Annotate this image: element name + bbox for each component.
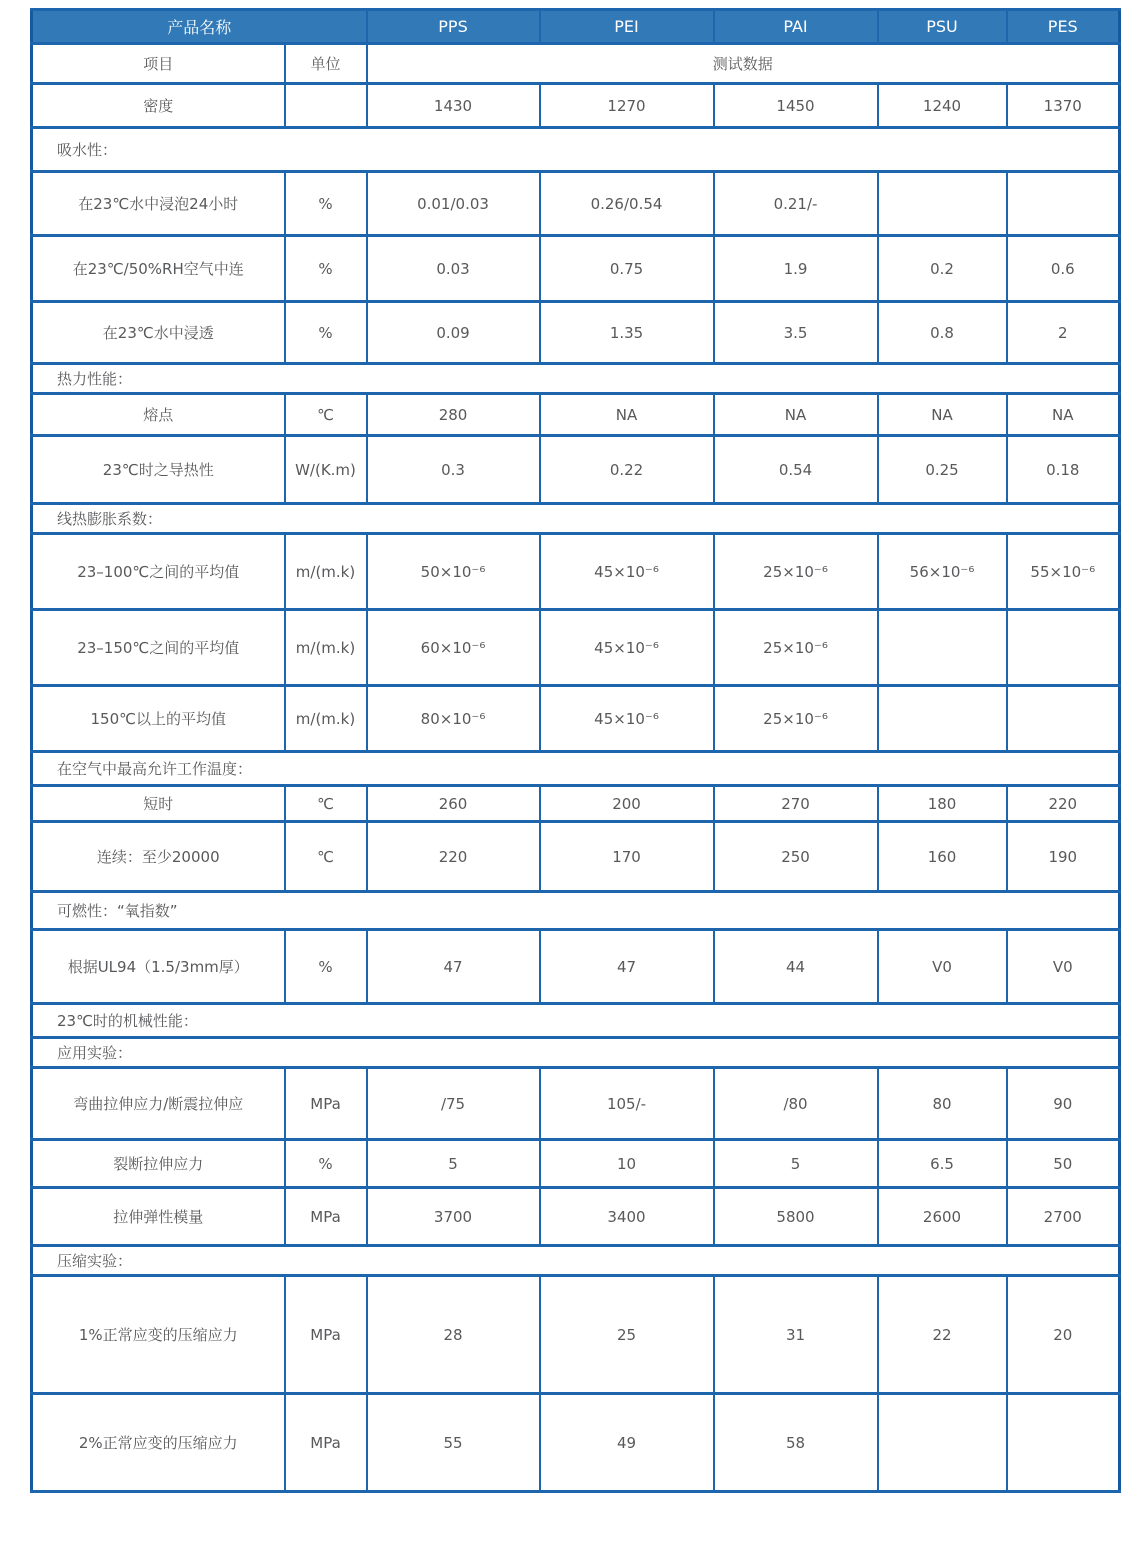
- cell-value: V0: [1007, 930, 1120, 1004]
- row-unit: %: [285, 1140, 367, 1188]
- cell-value: 22: [878, 1276, 1007, 1394]
- cell-value: 47: [540, 930, 714, 1004]
- section-row: [32, 504, 1120, 534]
- cell-value: 0.01/0.03: [367, 172, 540, 236]
- row-label: 裂断拉伸应力: [32, 1140, 285, 1188]
- section-row: [32, 364, 1120, 394]
- cell-value: 0.6: [1007, 236, 1120, 302]
- cell-value: 1240: [878, 84, 1007, 128]
- table-row: [32, 822, 1120, 892]
- cell-value: 190: [1007, 822, 1120, 892]
- row-label: 根据UL94（1.5/3mm厚）: [32, 930, 285, 1004]
- row-unit: %: [285, 172, 367, 236]
- header-row-subheader: [32, 44, 1120, 84]
- cell-value: 10: [540, 1140, 714, 1188]
- cell-value: 200: [540, 786, 714, 822]
- cell-value: 220: [367, 822, 540, 892]
- cell-value: 25×10⁻⁶: [714, 686, 878, 752]
- row-unit: m/(m.k): [285, 534, 367, 610]
- cell-value: 0.26/0.54: [540, 172, 714, 236]
- section-title: 压缩实验：: [32, 1246, 1120, 1276]
- row-label: 在23℃/50%RH空气中连: [32, 236, 285, 302]
- cell-value: V0: [878, 930, 1007, 1004]
- cell-value: 2600: [878, 1188, 1007, 1246]
- cell-value: NA: [540, 394, 714, 436]
- row-label: 1%正常应变的压缩应力: [32, 1276, 285, 1394]
- row-unit: m/(m.k): [285, 610, 367, 686]
- section-row: [32, 892, 1120, 930]
- cell-value: [878, 610, 1007, 686]
- cell-value: 260: [367, 786, 540, 822]
- table-row: [32, 1276, 1120, 1394]
- cell-value: 31: [714, 1276, 878, 1394]
- cell-value: 3.5: [714, 302, 878, 364]
- cell-value: [1007, 172, 1120, 236]
- table-row: [32, 1140, 1120, 1188]
- cell-value: 270: [714, 786, 878, 822]
- cell-value: 6.5: [878, 1140, 1007, 1188]
- row-unit: MPa: [285, 1276, 367, 1394]
- cell-value: 20: [1007, 1276, 1120, 1394]
- cell-value: [1007, 1394, 1120, 1492]
- row-unit: MPa: [285, 1068, 367, 1140]
- row-unit: [285, 84, 367, 128]
- row-label: 在23℃水中浸泡24小时: [32, 172, 285, 236]
- cell-value: 60×10⁻⁶: [367, 610, 540, 686]
- cell-value: 0.2: [878, 236, 1007, 302]
- header-row-materials: [32, 10, 1120, 44]
- cell-value: [1007, 686, 1120, 752]
- cell-value: 45×10⁻⁶: [540, 534, 714, 610]
- table-row: [32, 1068, 1120, 1140]
- cell-value: 80×10⁻⁶: [367, 686, 540, 752]
- row-unit: %: [285, 302, 367, 364]
- row-unit: %: [285, 236, 367, 302]
- row-label: 拉伸弹性模量: [32, 1188, 285, 1246]
- cell-value: 1450: [714, 84, 878, 128]
- row-label: 密度: [32, 84, 285, 128]
- cell-value: 0.18: [1007, 436, 1120, 504]
- cell-value: 0.54: [714, 436, 878, 504]
- row-label: 2%正常应变的压缩应力: [32, 1394, 285, 1492]
- table-row: [32, 394, 1120, 436]
- cell-value: 90: [1007, 1068, 1120, 1140]
- cell-value: 3400: [540, 1188, 714, 1246]
- cell-value: 2700: [1007, 1188, 1120, 1246]
- cell-value: 50×10⁻⁶: [367, 534, 540, 610]
- cell-value: 3700: [367, 1188, 540, 1246]
- table-row: [32, 610, 1120, 686]
- cell-value: 1.35: [540, 302, 714, 364]
- cell-value: 250: [714, 822, 878, 892]
- cell-value: 220: [1007, 786, 1120, 822]
- table-body: [32, 84, 1120, 1492]
- row-label: 23℃时之导热性: [32, 436, 285, 504]
- row-label: 弯曲拉伸应力/断震拉伸应: [32, 1068, 285, 1140]
- unit-column-header: 单位: [285, 44, 367, 84]
- cell-value: 0.25: [878, 436, 1007, 504]
- row-unit: ℃: [285, 822, 367, 892]
- cell-value: 58: [714, 1394, 878, 1492]
- row-unit: ℃: [285, 786, 367, 822]
- cell-value: [878, 172, 1007, 236]
- table-row: [32, 302, 1120, 364]
- table-row: [32, 930, 1120, 1004]
- row-unit: MPa: [285, 1188, 367, 1246]
- cell-value: [1007, 610, 1120, 686]
- table-row: [32, 786, 1120, 822]
- section-title: 线热膨胀系数：: [32, 504, 1120, 534]
- cell-value: 5: [367, 1140, 540, 1188]
- cell-value: 0.75: [540, 236, 714, 302]
- table-row: [32, 172, 1120, 236]
- row-unit: m/(m.k): [285, 686, 367, 752]
- cell-value: 170: [540, 822, 714, 892]
- material-column-header-pps: PPS: [367, 10, 540, 44]
- row-unit: MPa: [285, 1394, 367, 1492]
- cell-value: 105/-: [540, 1068, 714, 1140]
- cell-value: 55: [367, 1394, 540, 1492]
- cell-value: 1.9: [714, 236, 878, 302]
- cell-value: [878, 1394, 1007, 1492]
- row-label: 150℃以上的平均值: [32, 686, 285, 752]
- cell-value: 2: [1007, 302, 1120, 364]
- section-row: [32, 1038, 1120, 1068]
- row-label: 23–150℃之间的平均值: [32, 610, 285, 686]
- cell-value: /80: [714, 1068, 878, 1140]
- cell-value: 1430: [367, 84, 540, 128]
- section-title: 23℃时的机械性能：: [32, 1004, 1120, 1038]
- row-label: 短时: [32, 786, 285, 822]
- table-row: [32, 236, 1120, 302]
- row-unit: W/(K.m): [285, 436, 367, 504]
- table-row: [32, 534, 1120, 610]
- material-column-header-pai: PAI: [714, 10, 878, 44]
- cell-value: /75: [367, 1068, 540, 1140]
- cell-value: 280: [367, 394, 540, 436]
- table-row: [32, 84, 1120, 128]
- cell-value: 45×10⁻⁶: [540, 610, 714, 686]
- cell-value: 180: [878, 786, 1007, 822]
- row-label: 连续：至少20000: [32, 822, 285, 892]
- cell-value: NA: [878, 394, 1007, 436]
- cell-value: NA: [1007, 394, 1120, 436]
- section-row: [32, 1004, 1120, 1038]
- cell-value: 56×10⁻⁶: [878, 534, 1007, 610]
- cell-value: 49: [540, 1394, 714, 1492]
- cell-value: 55×10⁻⁶: [1007, 534, 1120, 610]
- product-name-header: 产品名称: [32, 10, 367, 44]
- cell-value: NA: [714, 394, 878, 436]
- cell-value: 0.03: [367, 236, 540, 302]
- item-column-header: 项目: [32, 44, 285, 84]
- material-column-header-pes: PES: [1007, 10, 1120, 44]
- cell-value: 0.22: [540, 436, 714, 504]
- cell-value: 25×10⁻⁶: [714, 534, 878, 610]
- cell-value: 44: [714, 930, 878, 1004]
- cell-value: 5800: [714, 1188, 878, 1246]
- section-title: 可燃性：“氧指数”: [32, 892, 1120, 930]
- row-label: 23–100℃之间的平均值: [32, 534, 285, 610]
- table-row: [32, 436, 1120, 504]
- table-header: [32, 10, 1120, 84]
- cell-value: 1270: [540, 84, 714, 128]
- cell-value: [878, 686, 1007, 752]
- cell-value: 25: [540, 1276, 714, 1394]
- material-column-header-psu: PSU: [878, 10, 1007, 44]
- cell-value: 160: [878, 822, 1007, 892]
- section-title: 热力性能：: [32, 364, 1120, 394]
- cell-value: 25×10⁻⁶: [714, 610, 878, 686]
- section-row: [32, 1246, 1120, 1276]
- cell-value: 5: [714, 1140, 878, 1188]
- cell-value: 1370: [1007, 84, 1120, 128]
- row-unit: ℃: [285, 394, 367, 436]
- cell-value: 0.21/-: [714, 172, 878, 236]
- table-row: [32, 686, 1120, 752]
- cell-value: 50: [1007, 1140, 1120, 1188]
- cell-value: 28: [367, 1276, 540, 1394]
- table-row: [32, 1394, 1120, 1492]
- row-label: 熔点: [32, 394, 285, 436]
- row-label: 在23℃水中浸透: [32, 302, 285, 364]
- table-row: [32, 1188, 1120, 1246]
- section-row: [32, 128, 1120, 172]
- cell-value: 47: [367, 930, 540, 1004]
- cell-value: 0.8: [878, 302, 1007, 364]
- material-column-header-pei: PEI: [540, 10, 714, 44]
- cell-value: 0.09: [367, 302, 540, 364]
- cell-value: 0.3: [367, 436, 540, 504]
- material-properties-table: [30, 8, 1121, 1493]
- section-title: 应用实验：: [32, 1038, 1120, 1068]
- section-row: [32, 752, 1120, 786]
- row-unit: %: [285, 930, 367, 1004]
- cell-value: 80: [878, 1068, 1007, 1140]
- cell-value: 45×10⁻⁶: [540, 686, 714, 752]
- test-data-header: 测试数据: [367, 44, 1120, 84]
- section-title: 在空气中最高允许工作温度：: [32, 752, 1120, 786]
- section-title: 吸水性：: [32, 128, 1120, 172]
